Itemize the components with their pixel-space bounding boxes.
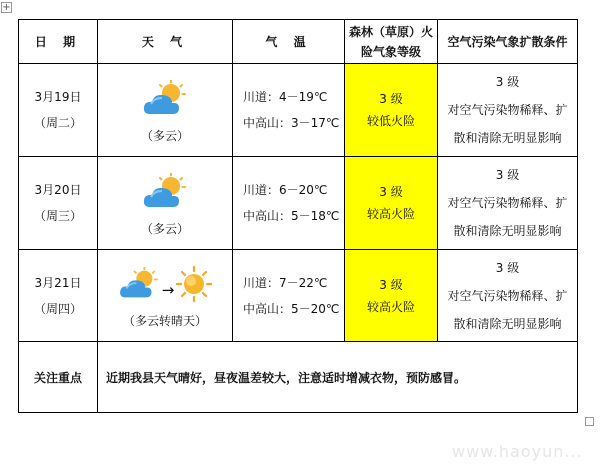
- temp-valley: 川道：6－20℃: [243, 183, 328, 197]
- air-cell: [438, 157, 578, 250]
- header-fire: 森林（草原）火险气象等级: [345, 20, 438, 64]
- date: 3月20日: [34, 183, 82, 197]
- fire-level: 3 级: [379, 92, 403, 106]
- fire-cell: [345, 64, 438, 157]
- fire-cell: [345, 250, 438, 342]
- table-resize-handle-icon[interactable]: [585, 417, 594, 426]
- fire-desc: 较低火险: [366, 114, 415, 128]
- weather-cell: [98, 64, 233, 157]
- fire-desc: 较高火险: [366, 207, 415, 221]
- watermark: www.haoyun...: [452, 442, 583, 461]
- focus-label: 关注重点: [19, 342, 98, 413]
- partly-cloudy-icon: [142, 173, 188, 211]
- temp-mountain: 中高山：5－20℃: [243, 301, 340, 316]
- date-cell: [19, 64, 98, 157]
- air-level: 3 级: [495, 260, 520, 275]
- weekday: （周三）: [33, 209, 82, 223]
- temp-valley: 川道：4－19℃: [243, 90, 328, 104]
- fire-cell: [345, 157, 438, 250]
- weather-text: （多云转晴天）: [122, 314, 207, 328]
- air-cell: [438, 250, 578, 342]
- date-cell: [19, 157, 98, 250]
- air-desc-2: 散和清除无明显影响: [453, 131, 562, 145]
- forecast-table: [18, 19, 578, 413]
- table-row: [19, 250, 578, 342]
- partly-cloudy-icon: [142, 80, 188, 118]
- weather-cell: [98, 157, 233, 250]
- air-desc-1: 对空气污染物稀释、扩: [447, 103, 568, 117]
- date: 3月21日: [34, 275, 82, 290]
- sunny-icon: [176, 266, 212, 302]
- focus-row: [19, 342, 578, 413]
- air-desc-1: 对空气污染物稀释、扩: [447, 288, 568, 303]
- table-row: [19, 64, 578, 157]
- temp-valley: 川道：7－22℃: [243, 275, 328, 290]
- header-weather: 天 气: [98, 20, 233, 64]
- weather-text: （多云）: [140, 221, 189, 236]
- weather-cell: [98, 250, 233, 342]
- air-cell: [438, 64, 578, 157]
- air-desc-2: 散和清除无明显影响: [453, 316, 562, 331]
- temp-cell: [233, 250, 345, 342]
- temp-cell: [233, 157, 345, 250]
- table-move-handle-icon[interactable]: +: [2, 2, 11, 13]
- air-level: 3 级: [495, 75, 520, 89]
- header-date: 日 期: [19, 20, 98, 64]
- air-level: 3 级: [495, 168, 520, 182]
- air-desc-1: 对空气污染物稀释、扩: [447, 196, 568, 210]
- date: 3月19日: [34, 90, 82, 104]
- arrow-right-icon: →: [161, 281, 175, 299]
- air-desc-2: 散和清除无明显影响: [453, 224, 562, 238]
- header-row: [19, 20, 578, 64]
- weekday: （周二）: [33, 116, 82, 130]
- focus-text: 近期我县天气晴好，昼夜温差较大，注意适时增减衣物，预防感冒。: [98, 342, 578, 413]
- table-row: [19, 157, 578, 250]
- fire-level: 3 级: [379, 277, 403, 292]
- partly-cloudy-icon: [118, 267, 160, 301]
- temp-mountain: 中高山：3－17℃: [243, 116, 340, 130]
- fire-desc: 较高火险: [366, 299, 415, 314]
- header-air: 空气污染气象扩散条件: [438, 20, 578, 64]
- fire-level: 3 级: [379, 185, 403, 199]
- weather-text: （多云）: [140, 128, 189, 143]
- temp-mountain: 中高山：5－18℃: [243, 209, 340, 223]
- date-cell: [19, 250, 98, 342]
- temp-cell: [233, 64, 345, 157]
- header-temp: 气 温: [233, 20, 345, 64]
- weekday: （周四）: [33, 301, 82, 316]
